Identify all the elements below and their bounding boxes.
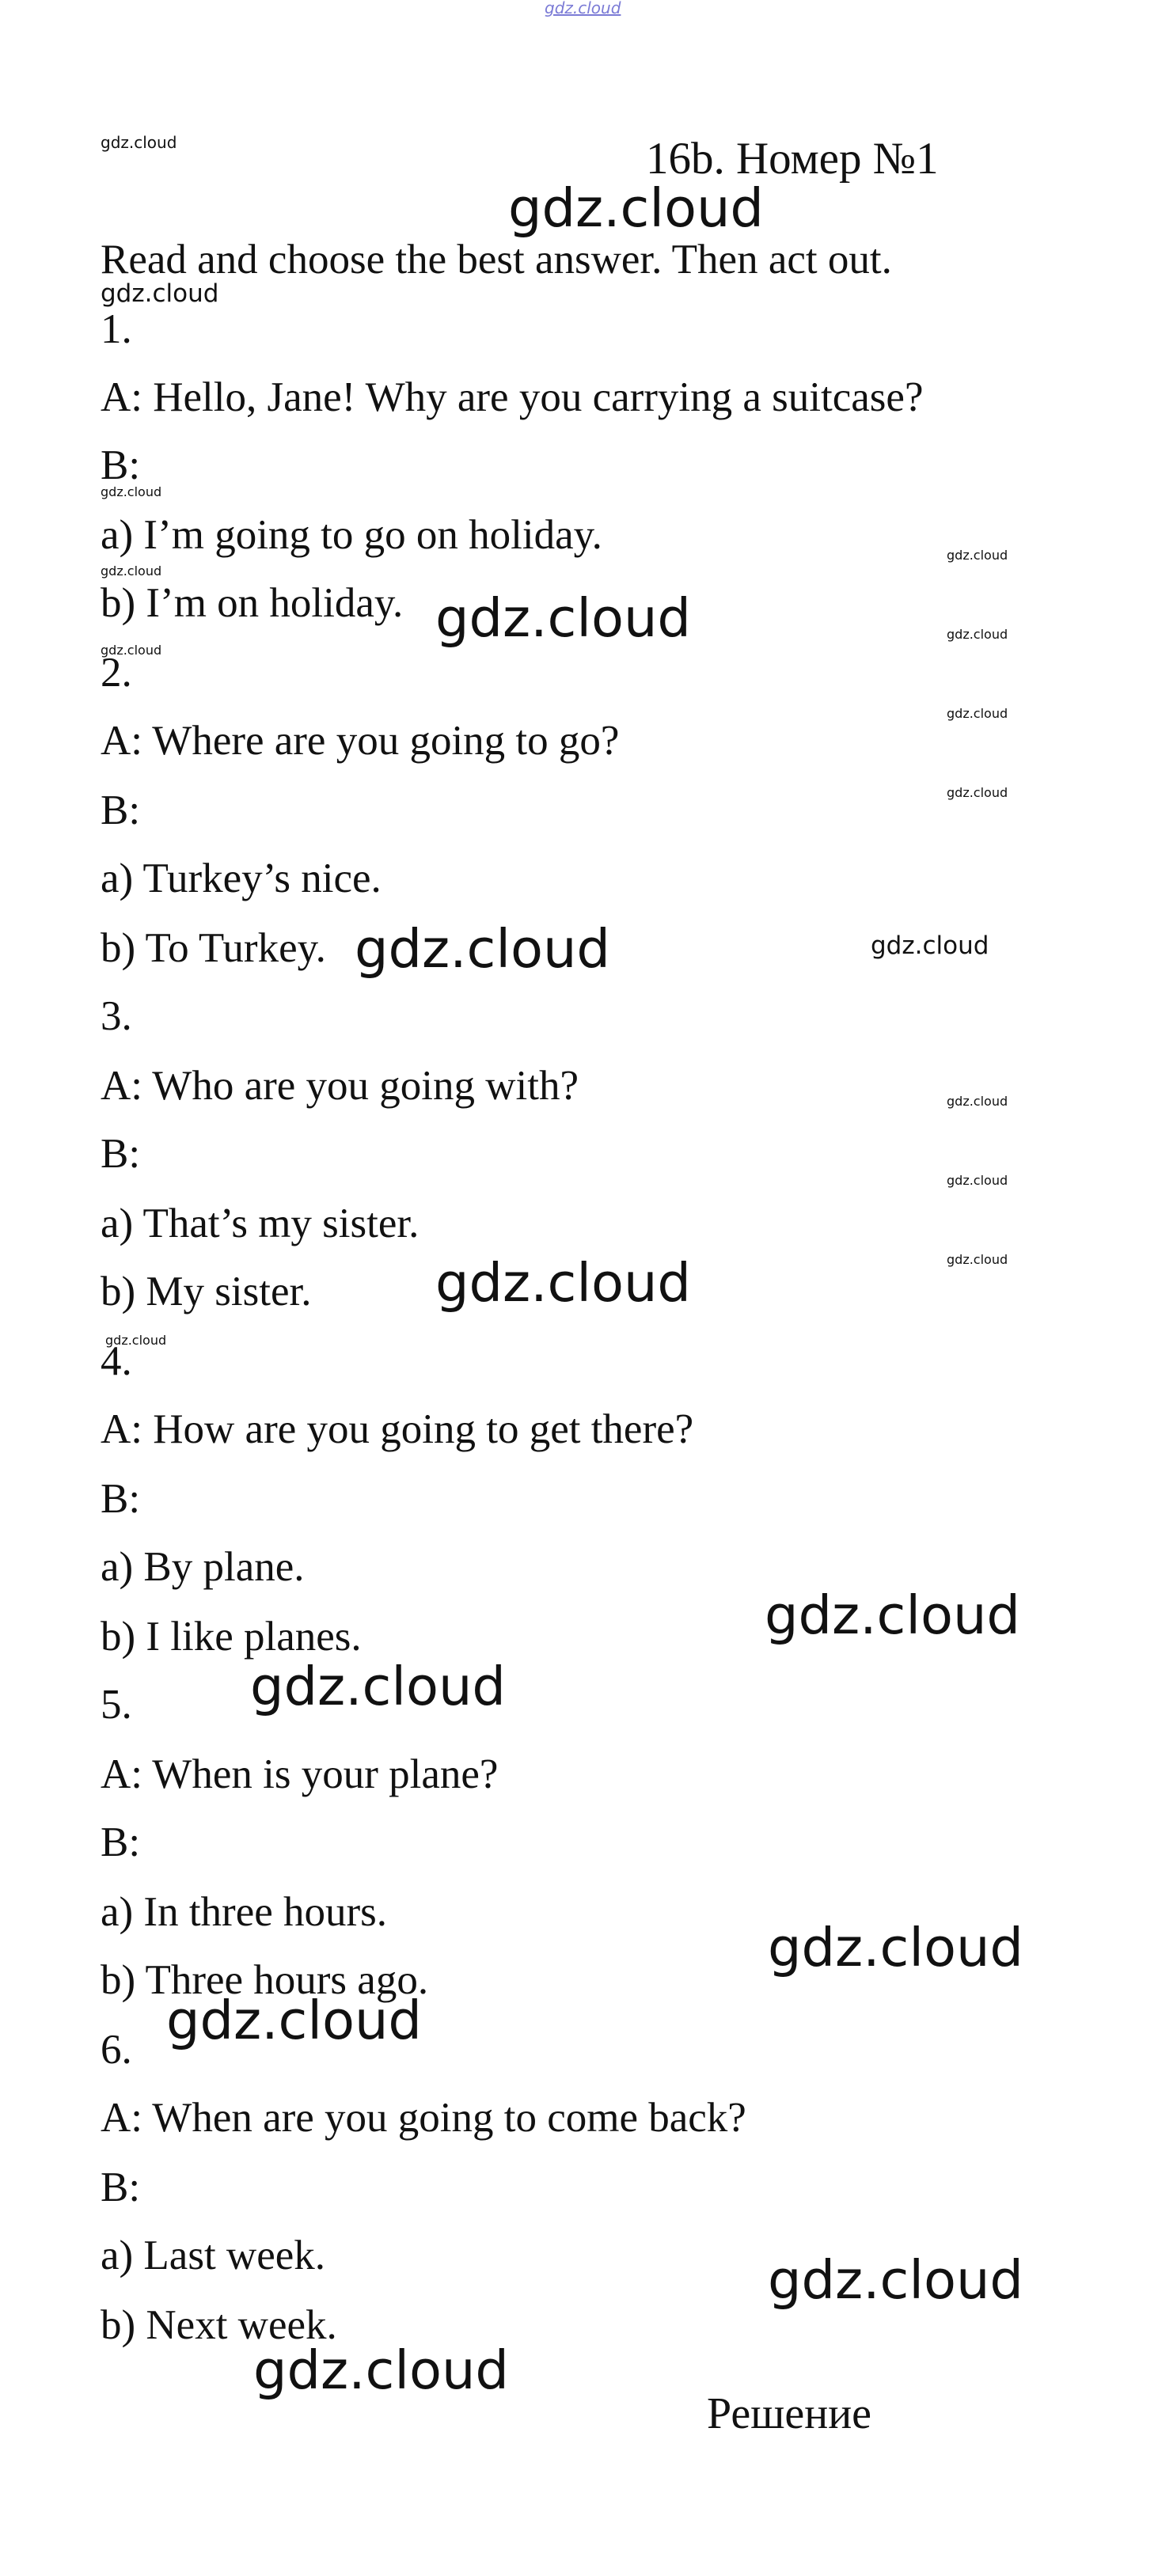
- answer-option-a: a) Turkey’s nice.: [101, 856, 382, 901]
- watermark-logo: gdz.cloud: [253, 2339, 509, 2401]
- watermark-logo: gdz.cloud: [765, 1584, 1020, 1646]
- watermark-logo: gdz.cloud: [947, 1173, 1008, 1188]
- reply-label: B:: [101, 2164, 141, 2210]
- reply-label: B:: [101, 442, 141, 488]
- watermark-logo: gdz.cloud: [871, 931, 989, 960]
- watermark-logo: gdz.cloud: [101, 279, 219, 308]
- watermark-logo: gdz.cloud: [105, 1333, 167, 1348]
- watermark-logo: gdz.cloud: [166, 1990, 422, 2051]
- question-number: 4.: [101, 1338, 132, 1384]
- watermark-logo: gdz.cloud: [947, 1252, 1008, 1267]
- answer-option-b: b) Next week.: [101, 2302, 337, 2348]
- answer-option-b: b) My sister.: [101, 1269, 312, 1315]
- question-prompt: A: How are you going to get there?: [101, 1406, 694, 1452]
- reply-label: B:: [101, 1131, 141, 1177]
- answer-option-a: a) By plane.: [101, 1544, 305, 1590]
- watermark-logo: gdz.cloud: [947, 1094, 1008, 1109]
- question-number: 2.: [101, 650, 132, 696]
- answer-option-a: a) Last week.: [101, 2233, 325, 2278]
- answer-option-b: b) To Turkey.: [101, 925, 326, 971]
- answer-option-a: a) That’s my sister.: [101, 1201, 420, 1246]
- watermark-logo: gdz.cloud: [947, 785, 1008, 800]
- watermark-logo: gdz.cloud: [947, 548, 1008, 563]
- reply-label: B:: [101, 787, 141, 833]
- question-prompt: A: Where are you going to go?: [101, 718, 620, 764]
- answer-option-a: a) I’m going to go on holiday.: [101, 512, 602, 558]
- reply-label: B:: [101, 1819, 141, 1865]
- question-prompt: A: Who are you going with?: [101, 1063, 579, 1109]
- watermark-logo: gdz.cloud: [355, 918, 610, 980]
- question-prompt: A: When is your plane?: [101, 1751, 499, 1797]
- watermark-logo: gdz.cloud: [768, 1917, 1023, 1978]
- watermark-logo: gdz.cloud: [435, 587, 691, 649]
- watermark-logo: gdz.cloud: [947, 706, 1008, 721]
- answer-option-a: a) In three hours.: [101, 1889, 388, 1935]
- watermark-logo: gdz.cloud: [101, 643, 162, 658]
- answer-option-b: b) I like planes.: [101, 1614, 362, 1660]
- question-prompt: A: When are you going to come back?: [101, 2095, 746, 2141]
- watermark-logo: gdz.cloud: [947, 627, 1008, 642]
- watermark-logo: gdz.cloud: [508, 177, 764, 239]
- question-number: 5.: [101, 1682, 132, 1728]
- question-number: 3.: [101, 993, 132, 1039]
- reply-label: B:: [101, 1476, 141, 1522]
- question-number: 1.: [101, 306, 132, 352]
- solution-link[interactable]: Решение: [707, 2389, 872, 2438]
- page-title: 16b. Номер №1: [646, 134, 939, 184]
- watermark-logo: gdz.cloud: [435, 1252, 691, 1314]
- watermark-logo: gdz.cloud: [250, 1656, 506, 1717]
- watermark-logo: gdz.cloud: [101, 133, 177, 152]
- question-number: 6.: [101, 2027, 132, 2073]
- watermark-logo: gdz.cloud: [768, 2249, 1023, 2311]
- question-prompt: A: Hello, Jane! Why are you carrying a suitcase?: [101, 374, 924, 420]
- instruction-text: Read and choose the best answer. Then act out.: [101, 237, 892, 283]
- watermark-logo: gdz.cloud: [101, 484, 162, 499]
- answer-option-b: b) Three hours ago.: [101, 1957, 429, 2003]
- top-watermark-link[interactable]: gdz.cloud: [545, 0, 621, 17]
- answer-option-b: b) I’m on holiday.: [101, 580, 404, 626]
- watermark-logo: gdz.cloud: [101, 563, 162, 579]
